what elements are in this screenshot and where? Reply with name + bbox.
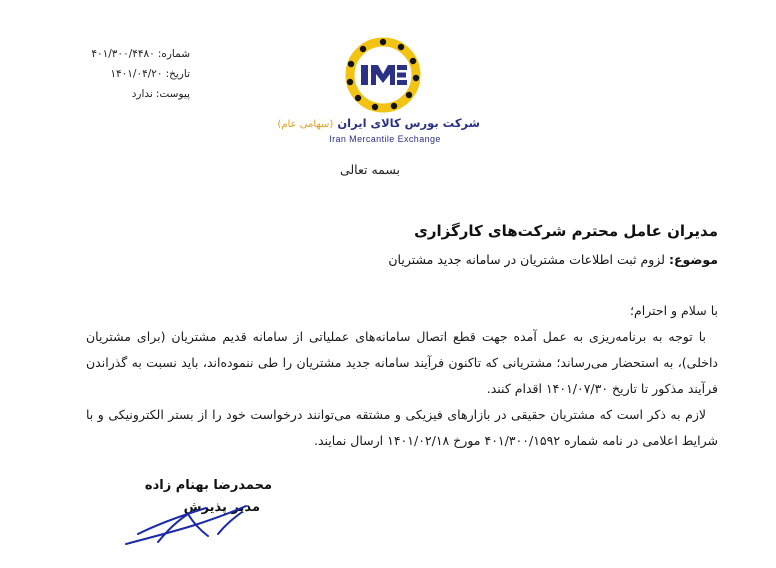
- letter-number: [70, 44, 190, 64]
- letter-subject: [78, 252, 718, 267]
- letter-greeting: با سلام و احترام؛: [630, 303, 718, 318]
- letter-subject-text: لزوم ثبت اطلاعات مشتریان در سامانه جدید مشتریان: [388, 252, 665, 267]
- letter-recipient: مدیران عامل محترم شرکت‌های کارگزاری: [414, 222, 718, 240]
- company-name-fa-main: شرکت بورس کالای ایران: [337, 116, 480, 130]
- letter-date-value: ۱۴۰۱/۰۴/۲۰: [110, 68, 163, 80]
- letter-date: [70, 64, 190, 84]
- letter-attachment: [70, 84, 190, 104]
- letter-date-label: تاریخ:: [165, 68, 190, 80]
- letter-body: [86, 298, 718, 454]
- letter-subject-label: موضوع:: [668, 252, 718, 267]
- handwritten-signature: [118, 494, 258, 550]
- ime-logo-mark: [340, 36, 426, 114]
- basmala: بسمه تعالی: [339, 162, 401, 177]
- company-name-en: Iran Mercantile Exchange: [329, 134, 441, 144]
- letter-metadata: [70, 44, 190, 104]
- letter-number-label: شماره:: [157, 48, 190, 60]
- letter-number-value: ۴۰۱/۳۰۰/۴۴۸۰: [91, 48, 155, 60]
- letter-paragraph: لازم به ذکر است که مشتریان حقیقی در بازارهای فیزیکی و مشتقه می‌توانند درخواست خود را از بستر الکترونیکی و با شرایط اعلامی در نامه شماره ۴۰۱/۳۰۰/۱۵۹۲ مورخ ۱۴۰۱/۰۲/۱۸ ارسال نمایند.: [86, 407, 718, 448]
- ime-logo: [340, 36, 426, 114]
- signer-title: مدیر پذیرش: [183, 500, 260, 515]
- letter-attachment-label: پیوست:: [155, 88, 190, 100]
- company-name-fa-suffix: (سهامی عام): [277, 119, 334, 130]
- company-name-fa: [277, 116, 480, 130]
- letter-attachment-value: ندارد: [131, 88, 153, 100]
- letter-paragraph: با توجه به برنامه‌ریزی به عمل آمده جهت قطع اتصال سامانه‌های عملیاتی از سامانه قدیم مشتریان (برای مشتریان داخلی)، به استحضار می‌رساند؛ مشتریانی که تاکنون فرآیند سامانه جدید مشتریان را طی ننموده‌اند، باید نسبت به گذراندن فرآیند مذکور تا تاریخ ۱۴۰۱/۰۷/۳۰ اقدام کنند.: [86, 329, 718, 396]
- signer-name: محمدرضا بهنام زاده: [144, 478, 272, 493]
